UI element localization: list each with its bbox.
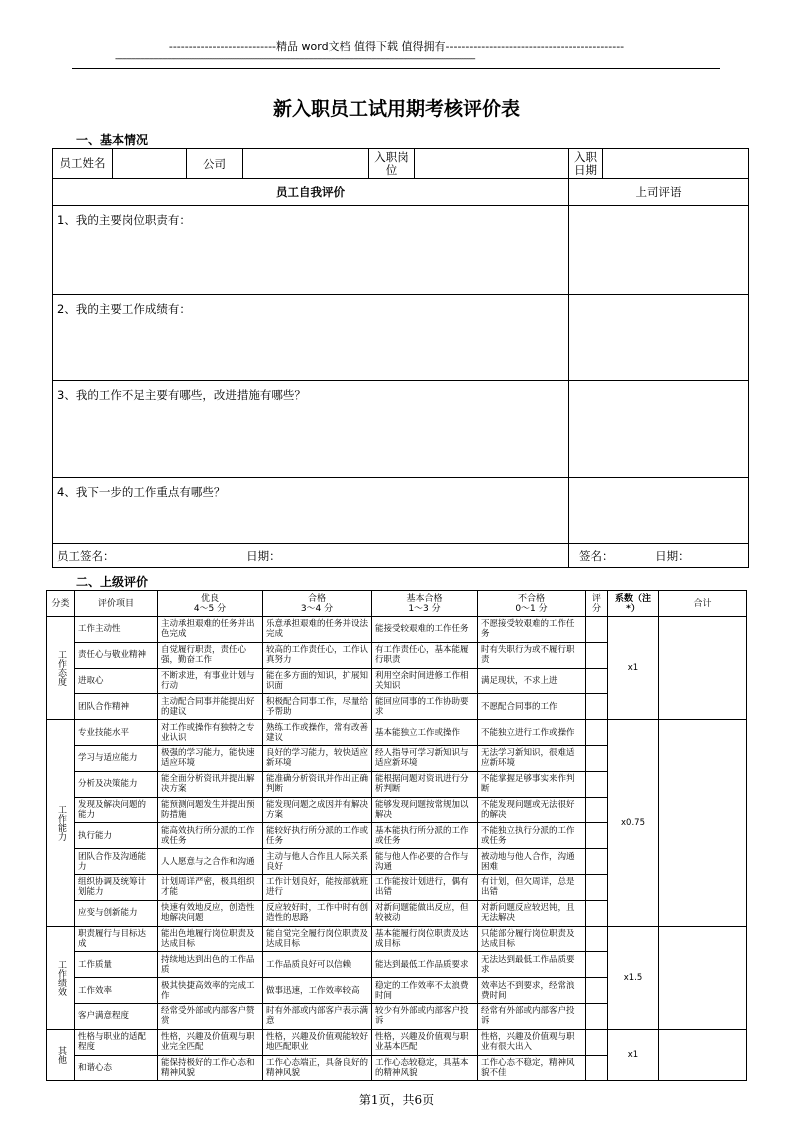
position-label: 入职岗位 [369,149,415,179]
employee-name-value[interactable] [113,149,187,179]
basic-cell: 能根据问题对资讯进行分析判断 [372,771,478,797]
category-cell: 工作绩效 [47,926,75,1029]
basic-cell: 基本能执行所分派的工作或任务 [372,823,478,849]
score-input[interactable] [586,823,608,849]
coefficient-cell: x1 [608,1029,659,1081]
excellent-cell: 极强的学习能力，能快速适应环境 [158,745,263,771]
comment-cell[interactable] [569,381,749,478]
basic-cell: 能够发现问题按常规加以解决 [372,797,478,823]
fail-cell: 被动地与他人合作，沟通困难 [478,849,586,875]
basic-cell: 能达到最低工作品质要求 [372,952,478,978]
fail-cell: 不愿配合同事的工作 [478,694,586,720]
page-header-dashes: ---------------------------------------------------------------------------------------------------------------------------------------------------------------- [115,54,475,64]
coefficient-cell: x1 [608,617,659,720]
section-supervisor-eval-heading: 二、上级评价 [76,575,149,589]
pass-cell: 性格，兴趣及价值观能较好地匹配职业 [263,1029,372,1055]
score-input[interactable] [586,1003,608,1029]
basic-cell: 能与他人作必要的合作与沟通 [372,849,478,875]
item-cell: 工作主动性 [75,617,158,643]
score-input[interactable] [586,642,608,668]
fail-cell: 无法学习新知识，很难适应新环境 [478,745,586,771]
item-cell: 工作质量 [75,952,158,978]
score-input[interactable] [586,668,608,694]
item-cell: 性格与职业的适配程度 [75,1029,158,1055]
excellent-cell: 性格，兴趣及价值观与职业完全匹配 [158,1029,263,1055]
entry-date-value[interactable] [603,149,749,179]
fail-cell: 不能独立执行分派的工作或任务 [478,823,586,849]
score-input[interactable] [586,874,608,900]
excellent-cell: 不断求进，有事业计划与行动 [158,668,263,694]
col-excellent: 优良 4～5 分 [158,591,263,617]
fail-cell: 有计划，但欠周详，总是出错 [478,874,586,900]
employee-name-label: 员工姓名 [53,149,113,179]
category-cell: 工作能力 [47,720,75,926]
header-divider [72,68,720,69]
fail-cell: 不能独立进行工作或操作 [478,720,586,746]
table-row [47,720,747,746]
supervisor-date-label: 日期： [655,548,690,563]
question-next-focus[interactable]: 4、我下一步的工作重点有哪些？ [53,478,569,544]
col-basic: 基本合格 1～3 分 [372,591,478,617]
pass-cell: 较高的工作责任心，工作认真努力 [263,642,372,668]
col-category: 分类 [47,591,75,617]
basic-cell: 有工作责任心，基本能履行职责 [372,642,478,668]
excellent-cell: 主动承担艰难的任务并出色完成 [158,617,263,643]
table-row [47,1029,747,1055]
position-value[interactable] [415,149,569,179]
col-item: 评价项目 [75,591,158,617]
table-row [47,617,747,643]
excellent-cell: 人人愿意与之合作和沟通 [158,849,263,875]
item-cell: 客户满意程度 [75,1003,158,1029]
basic-cell: 稳定的工作效率不太浪费时间 [372,978,478,1004]
score-input[interactable] [586,771,608,797]
basic-cell: 能回应同事的工作协助要求 [372,694,478,720]
item-cell: 团队合作及沟通能力 [75,849,158,875]
question-responsibilities[interactable]: 1、我的主要岗位职责有： [53,206,569,295]
supervisor-signature-label: 签名： [579,548,614,563]
document-title: 新入职员工试用期考核评价表 [272,98,520,120]
page-header-banner: ---------------------------精品 word文档 值得下载 值得拥有--------------------------------------------- [168,40,625,53]
self-eval-header: 员工自我评价 [53,179,569,206]
fail-cell: 工作心态不稳定，精神风貌不佳 [478,1055,586,1081]
basic-cell: 较少有外部或内部客户投诉 [372,1003,478,1029]
employee-date-label: 日期： [246,548,281,563]
item-cell: 责任心与敬业精神 [75,642,158,668]
fail-cell: 对新问题反应较迟钝，且无法解决 [478,900,586,926]
basic-cell: 基本能独立工作或操作 [372,720,478,746]
item-cell: 和谐心态 [75,1055,158,1081]
fail-cell: 无法达到最低工作品质要求 [478,952,586,978]
score-input[interactable] [586,1055,608,1081]
basic-cell: 性格，兴趣及价值观与职业基本匹配 [372,1029,478,1055]
fail-cell: 时有失职行为或不履行职责 [478,642,586,668]
section-basic-info-heading: 一、基本情况 [76,133,149,147]
score-input[interactable] [586,900,608,926]
item-cell: 发现及解决问题的能力 [75,797,158,823]
pass-cell: 工作品质良好可以信赖 [263,952,372,978]
excellent-cell: 持续地达到出色的工作品质 [158,952,263,978]
excellent-cell: 能高效执行所分派的工作或任务 [158,823,263,849]
supervisor-comment-header: 上司评语 [569,179,749,206]
score-input[interactable] [586,617,608,643]
item-cell: 组织协调及统筹计划能力 [75,874,158,900]
comment-cell[interactable] [569,295,749,381]
question-achievements[interactable]: 2、我的主要工作成绩有： [53,295,569,381]
basic-info-table [52,148,749,568]
category-cell: 工作态度 [47,617,75,720]
score-input[interactable] [586,952,608,978]
score-input[interactable] [586,926,608,952]
excellent-cell: 能预测问题发生并提出预防措施 [158,797,263,823]
fail-cell: 效率达不到要求，经常浪费时间 [478,978,586,1004]
fail-cell: 不愿接受较艰难的工作任务 [478,617,586,643]
excellent-cell: 自觉履行职责，责任心强，勤奋工作 [158,642,263,668]
pass-cell: 能较好执行所分派的工作或任务 [263,823,372,849]
col-score: 评分 [586,591,608,617]
score-input[interactable] [586,849,608,875]
item-cell: 执行能力 [75,823,158,849]
score-input[interactable] [586,978,608,1004]
fail-cell: 性格，兴趣及价值观与职业有很大出入 [478,1029,586,1055]
fail-cell: 只能部分履行岗位职责及达成目标 [478,926,586,952]
pass-cell: 能在多方面的知识，扩展知识面 [263,668,372,694]
col-fail: 不合格 0～1 分 [478,591,586,617]
fail-cell: 不能掌握足够事实来作判断 [478,771,586,797]
excellent-cell: 对工作或操作有独特之专业认识 [158,720,263,746]
company-value[interactable] [243,149,369,179]
pass-cell: 能发现问题之成因并有解决方案 [263,797,372,823]
basic-cell: 对新问题能做出反应，但较被动 [372,900,478,926]
total-input[interactable] [659,720,747,926]
pass-cell: 熟练工作或操作，常有改善建议 [263,720,372,746]
comment-cell[interactable] [569,206,749,295]
basic-cell: 基本能履行岗位职责及达成目标 [372,926,478,952]
pass-cell: 乐意承担艰难的任务并设法完成 [263,617,372,643]
item-cell: 分析及决策能力 [75,771,158,797]
item-cell: 学习与适应能力 [75,745,158,771]
total-input[interactable] [659,926,747,1029]
employee-signature-label: 员工签名： [57,548,115,563]
score-input[interactable] [586,694,608,720]
pass-cell: 反应较好时，工作中时有创造性的思路 [263,900,372,926]
excellent-cell: 能出色地履行岗位职责及达成目标 [158,926,263,952]
pass-cell: 主动与他人合作且人际关系良好 [263,849,372,875]
page-footer: 第1页，共6页 [358,1093,435,1107]
company-label: 公司 [187,149,243,179]
basic-cell: 工作心态较稳定，具基本的精神风貌 [372,1055,478,1081]
basic-cell: 经人指导可学习新知识与适应新环境 [372,745,478,771]
excellent-cell: 计划周详严密，极具组织才能 [158,874,263,900]
fail-cell: 满足现状，不求上进 [478,668,586,694]
basic-cell: 工作能按计划进行，偶有出错 [372,874,478,900]
pass-cell: 能准确分析资讯并作出正确判断 [263,771,372,797]
excellent-cell: 能保持极好的工作心态和精神风貌 [158,1055,263,1081]
excellent-cell: 能全面分析资讯并提出解决方案 [158,771,263,797]
total-input[interactable] [659,617,747,720]
coefficient-cell: x1.5 [608,926,659,1029]
pass-cell: 时有外部或内部客户表示满意 [263,1003,372,1029]
item-cell: 进取心 [75,668,158,694]
pass-cell: 做事迅速，工作效率较高 [263,978,372,1004]
pass-cell: 能自觉完全履行岗位职责及达成目标 [263,926,372,952]
basic-cell: 利用空余时间进修工作相关知识 [372,668,478,694]
item-cell: 职责履行与目标达成 [75,926,158,952]
item-cell: 应变与创新能力 [75,900,158,926]
excellent-cell: 快速有效地反应，创造性地解决问题 [158,900,263,926]
total-input[interactable] [659,1029,747,1081]
score-input[interactable] [586,797,608,823]
coefficient-cell: x0.75 [608,720,659,926]
col-total: 合计 [659,591,747,617]
question-shortcomings[interactable]: 3、我的工作不足主要有哪些，改进措施有哪些？ [53,381,569,478]
fail-cell: 不能发现问题或无法很好的解决 [478,797,586,823]
score-input[interactable] [586,745,608,771]
pass-cell: 工作计划良好，能按部就班进行 [263,874,372,900]
pass-cell: 工作心态端正，具备良好的精神风貌 [263,1055,372,1081]
item-cell: 工作效率 [75,978,158,1004]
col-coefficient: 系数（注*） [608,591,659,617]
excellent-cell: 经常受外部或内部客户赞赏 [158,1003,263,1029]
score-input[interactable] [586,1029,608,1055]
category-cell: 其他 [47,1029,75,1081]
pass-cell: 良好的学习能力，较快适应新环境 [263,745,372,771]
excellent-cell: 主动配合同事并能提出好的建议 [158,694,263,720]
comment-cell[interactable] [569,478,749,544]
supervisor-eval-table [46,590,747,1081]
pass-cell: 积极配合同事工作，尽量给予帮助 [263,694,372,720]
col-pass: 合格 3～4 分 [263,591,372,617]
item-cell: 团队合作精神 [75,694,158,720]
fail-cell: 经常有外部或内部客户投诉 [478,1003,586,1029]
excellent-cell: 极其快捷高效率的完成工作 [158,978,263,1004]
item-cell: 专业技能水平 [75,720,158,746]
entry-date-label: 入职日期 [569,149,603,179]
table-row [47,926,747,952]
score-input[interactable] [586,720,608,746]
basic-cell: 能接受较艰难的工作任务 [372,617,478,643]
